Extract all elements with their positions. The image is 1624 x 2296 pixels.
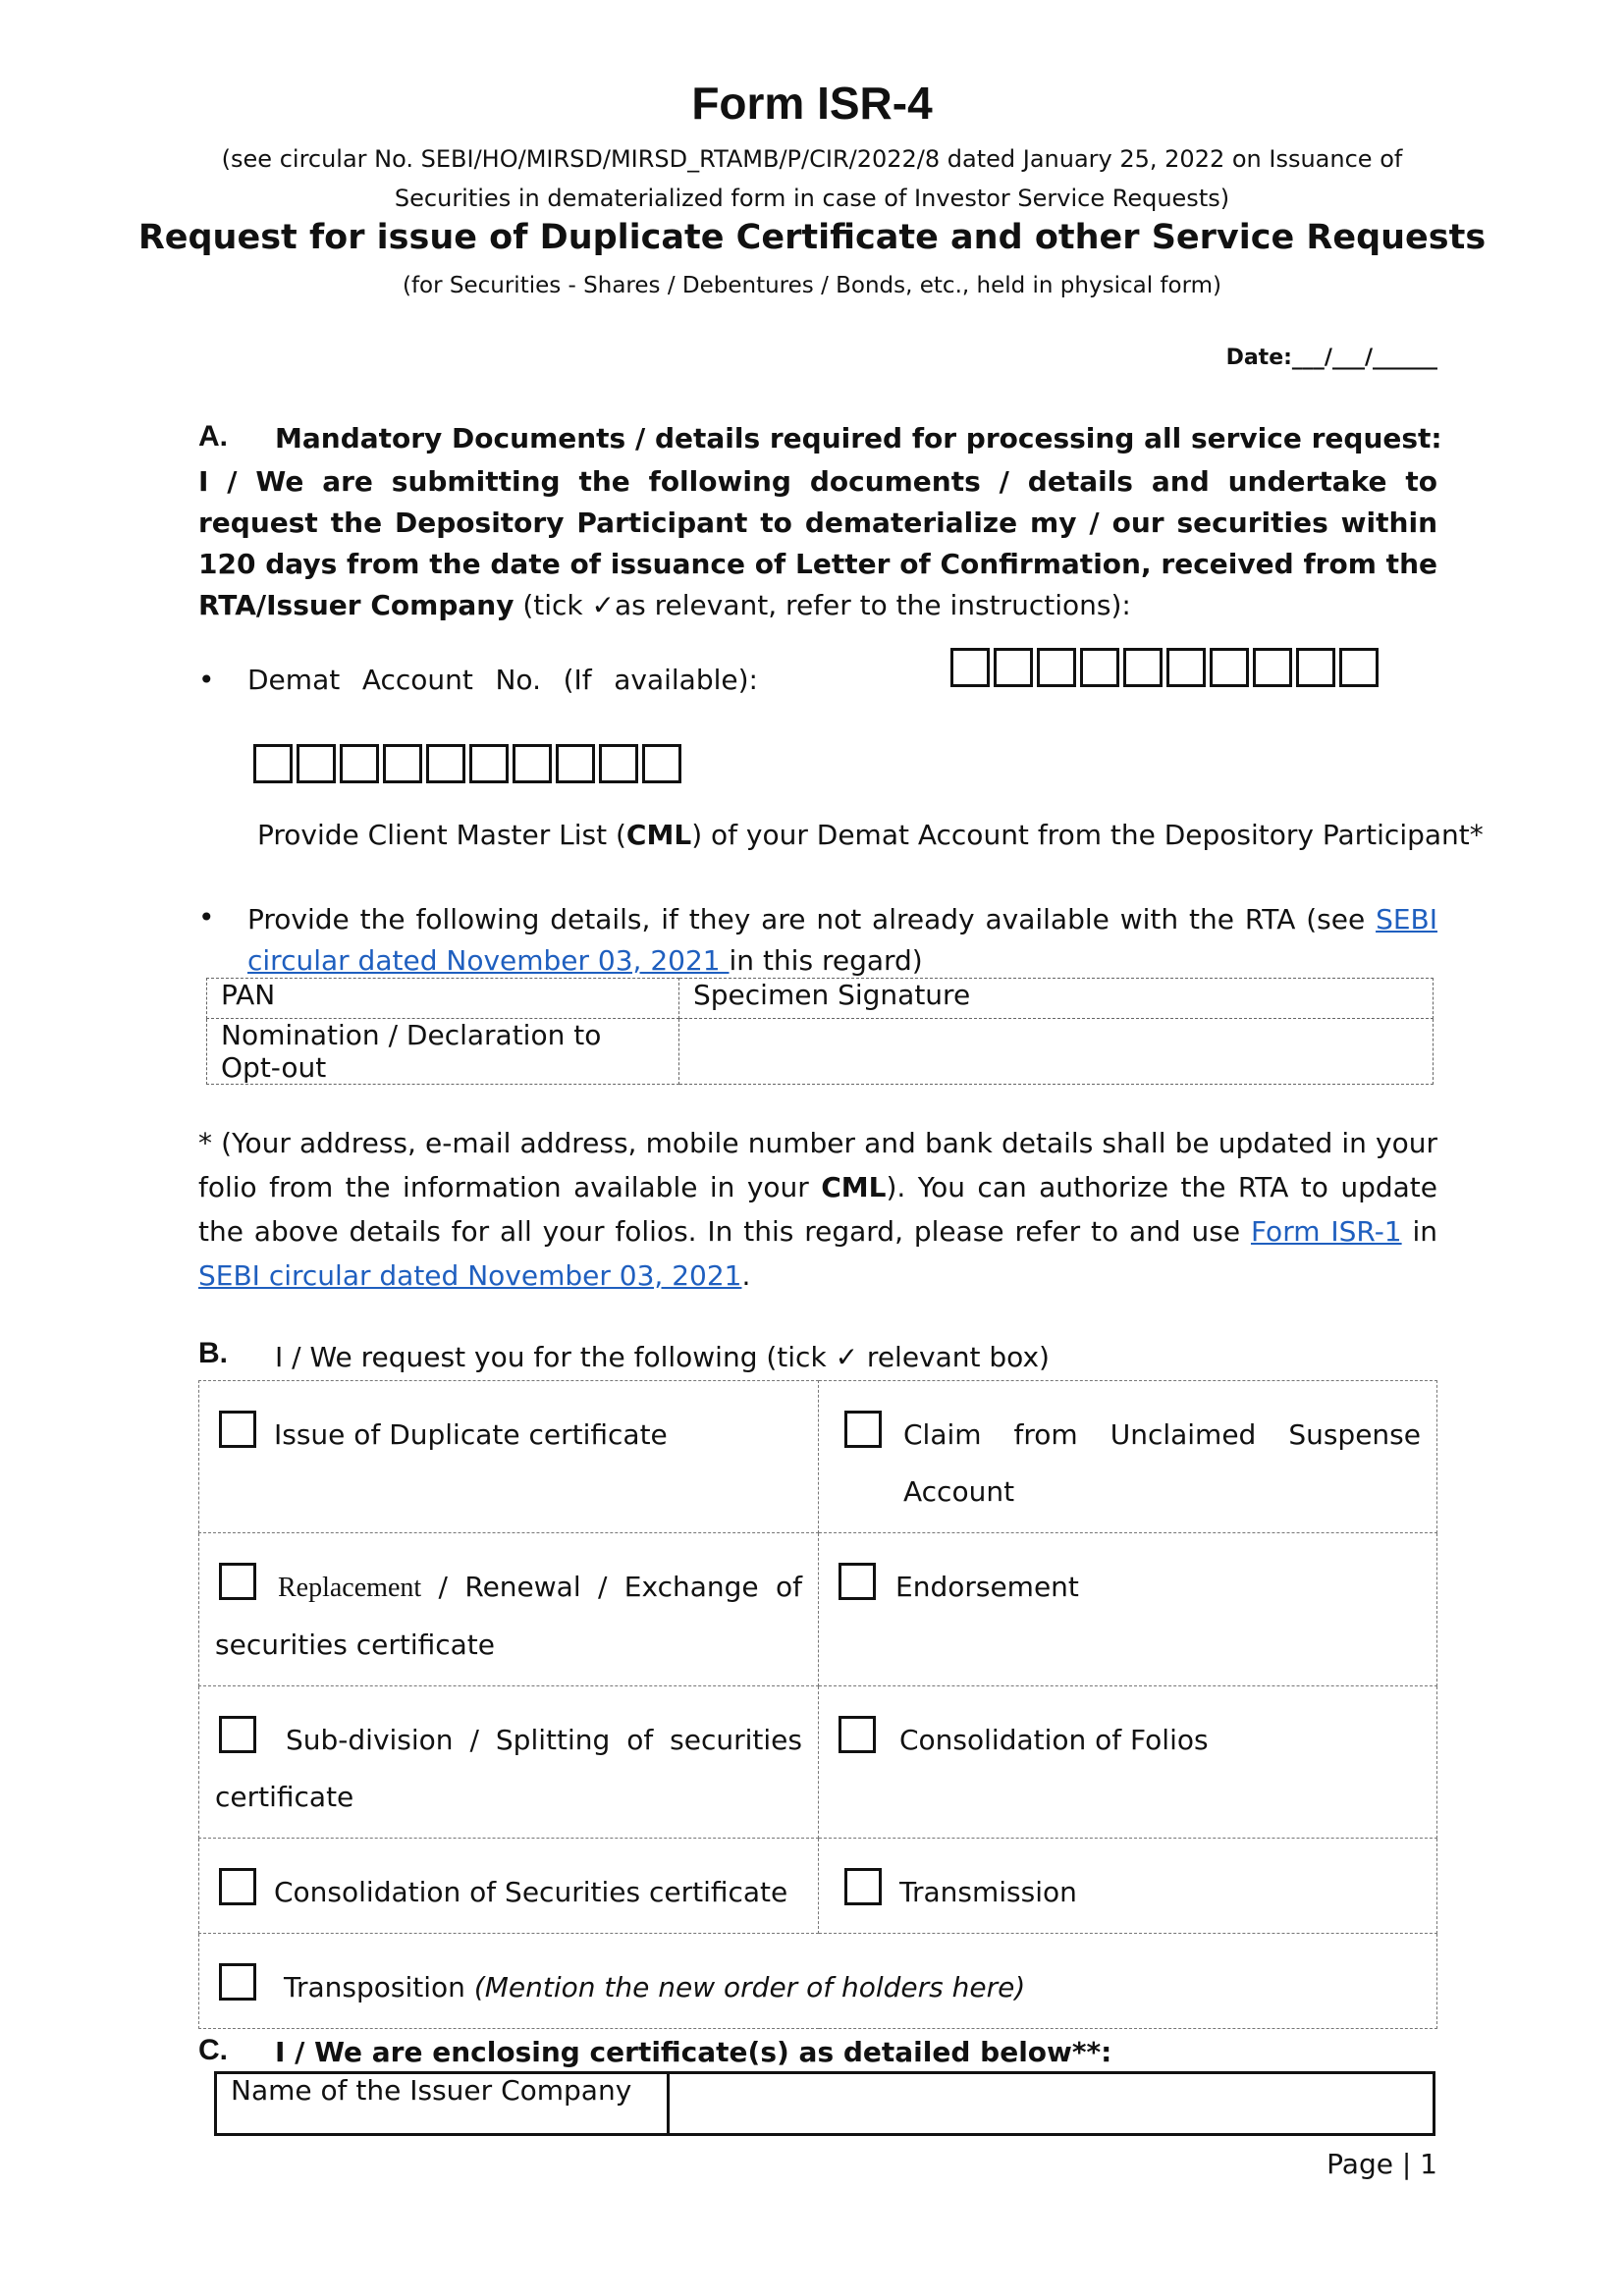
transposition-label: Transposition (284, 1971, 465, 2003)
table-row (199, 1381, 1437, 1533)
table-row (207, 1019, 1434, 1085)
demat-account-label (247, 664, 758, 696)
option-cell (819, 1533, 1437, 1686)
provide-details-text (247, 899, 1437, 982)
option-cell (819, 1839, 1437, 1934)
table-row (199, 1934, 1437, 2029)
digit-box[interactable] (1210, 648, 1249, 687)
option-cell (819, 1381, 1437, 1533)
digit-box[interactable] (469, 744, 509, 783)
cml-note-bold: CML (625, 819, 692, 851)
option-label: Sub-division / Splitting of securities certificate (215, 1724, 802, 1813)
details-table (206, 978, 1434, 1085)
option-label: Transmission (899, 1876, 1077, 1908)
option-label: Claim from Unclaimed Suspense Account (903, 1418, 1421, 1508)
bullet-icon: • (198, 664, 215, 696)
digit-box[interactable] (1339, 648, 1379, 687)
demat-word: Account (361, 664, 473, 696)
consolidation-folios-checkbox[interactable] (839, 1716, 876, 1753)
transposition-checkbox[interactable] (219, 1963, 256, 2001)
page-number: Page | 1 (1326, 2148, 1437, 2180)
digit-box[interactable] (994, 648, 1033, 687)
table-row (199, 1839, 1437, 1934)
securities-scope-note: (for Securities - Shares / Debentures / Bonds, etc., held in physical form) (402, 273, 1222, 298)
issuer-label-cell: Name of the Issuer Company (216, 2073, 669, 2135)
consolidation-securities-checkbox[interactable] (219, 1868, 256, 1905)
transposition-note: (Mention the new order of holders here) (473, 1971, 1026, 2003)
digit-box[interactable] (253, 744, 293, 783)
duplicate-checkbox[interactable] (219, 1411, 256, 1448)
form-isr1-link[interactable]: Form ISR-1 (1250, 1215, 1402, 1248)
section-c-title: I / We are enclosing certificate(s) as detailed below**: (275, 2036, 1112, 2068)
provide-post: in this regard) (729, 944, 923, 977)
blank-cell[interactable] (679, 1019, 1434, 1085)
option-label: Endorsement (895, 1571, 1079, 1603)
digit-box[interactable] (642, 744, 681, 783)
option-cell (199, 1839, 819, 1934)
sebi-circular-link[interactable]: SEBI circular dated November 03, 2021 (198, 1259, 742, 1292)
digit-box[interactable] (1080, 648, 1119, 687)
digit-box[interactable] (1166, 648, 1206, 687)
digit-box[interactable] (383, 744, 422, 783)
digit-box[interactable] (340, 744, 379, 783)
cml-note (257, 819, 1484, 851)
option-label-serif: Replacement (278, 1573, 422, 1603)
digit-box[interactable] (1253, 648, 1292, 687)
digit-box[interactable] (599, 744, 638, 783)
option-label (215, 1959, 1421, 2016)
specimen-signature-cell[interactable]: Specimen Signature (679, 979, 1434, 1019)
request-title: Request for issue of Duplicate Certificate and other Service Requests (137, 218, 1487, 257)
sebi-circular-link[interactable]: SEBI circular dated November 03, 2021 (247, 903, 1437, 977)
option-label: Issue of Duplicate certificate (274, 1418, 668, 1451)
demat-account-boxes-row-1 (950, 648, 1379, 687)
digit-box[interactable] (297, 744, 336, 783)
circular-note: (see circular No. SEBI/HO/MIRSD/MIRSD_RTAMB/P/CIR/2022/8 dated January 25, 2022 on Issuance of Securities in dematerialized form in case of Investor Service Requests) (221, 145, 1403, 212)
form-title: Form ISR-4 (691, 78, 933, 129)
section-b-letter: B. (198, 1337, 228, 1369)
cml-note-post: ) of your Demat Account from the Depository Participant* (691, 819, 1484, 851)
demat-word: available): (614, 664, 758, 696)
issuer-table (214, 2071, 1435, 2136)
cml-note-pre: Provide Client Master List ( (257, 819, 626, 851)
digit-box[interactable] (426, 744, 465, 783)
demat-word: No. (495, 664, 541, 696)
undertaking-bold-text: I / We are submitting the following documents / details and undertake to request the Depository Participant to dematerialize my / our securities within 120 days from the date of issuance of Letter of Confirmation, received from the RTA/Issuer Company (198, 465, 1437, 621)
option-label: Consolidation of Securities certificate (274, 1876, 788, 1908)
table-row (199, 1533, 1437, 1686)
subdivision-checkbox[interactable] (219, 1716, 256, 1753)
note-bold: CML (821, 1171, 887, 1203)
digit-box[interactable] (950, 648, 990, 687)
date-field[interactable]: Date:___/___/______ (1225, 346, 1437, 370)
unclaimed-checkbox[interactable] (844, 1411, 882, 1448)
digit-box[interactable] (1037, 648, 1076, 687)
table-row (207, 979, 1434, 1019)
section-a-title: Mandatory Documents / details required for processing all service request: (275, 422, 1442, 454)
note-end: . (741, 1259, 751, 1292)
pan-cell[interactable]: PAN (207, 979, 679, 1019)
option-cell (819, 1686, 1437, 1839)
option-cell (199, 1934, 1437, 2029)
option-cell (199, 1381, 819, 1533)
address-update-note (198, 1121, 1437, 1298)
demat-word: (If (563, 664, 592, 696)
nomination-cell[interactable]: Nomination / Declaration to Opt-out (207, 1019, 679, 1085)
option-label (215, 1559, 802, 1674)
option-cell (199, 1533, 819, 1686)
section-a-letter: A. (198, 420, 228, 453)
table-row (199, 1686, 1437, 1839)
option-cell (199, 1686, 819, 1839)
demat-word: Demat (247, 664, 341, 696)
option-label: Consolidation of Folios (899, 1724, 1209, 1756)
bullet-icon: • (198, 901, 215, 934)
service-request-grid (198, 1380, 1437, 2029)
note-pre: * (Your address, e-mail address, mobile number and bank details shall be updated in your folio from the information available in your (198, 1127, 1437, 1203)
table-row (216, 2073, 1435, 2135)
digit-box[interactable] (556, 744, 595, 783)
transmission-checkbox[interactable] (844, 1868, 882, 1905)
digit-box[interactable] (1123, 648, 1163, 687)
section-b-title: I / We request you for the following (tick ✓ relevant box) (275, 1341, 1050, 1373)
endorsement-checkbox[interactable] (839, 1563, 876, 1600)
section-a-undertaking (198, 461, 1437, 626)
section-c-letter: C. (198, 2034, 228, 2066)
demat-account-boxes-row-2 (253, 744, 681, 783)
undertaking-tail-text: (tick ✓as relevant, refer to the instructions): (522, 589, 1131, 621)
note-mid: ). You can authorize the RTA to update the above details for all your folios. In this regard, please refer to and use (198, 1171, 1437, 1248)
note-in: in (1401, 1215, 1438, 1248)
digit-box[interactable] (1296, 648, 1335, 687)
digit-box[interactable] (513, 744, 552, 783)
provide-pre: Provide the following details, if they are not already available with the RTA (see (247, 903, 1377, 935)
issuer-value-cell[interactable] (669, 2073, 1435, 2135)
replacement-checkbox[interactable] (219, 1563, 256, 1600)
option-label-rest: / Renewal / Exchange of securities certificate (215, 1571, 802, 1661)
